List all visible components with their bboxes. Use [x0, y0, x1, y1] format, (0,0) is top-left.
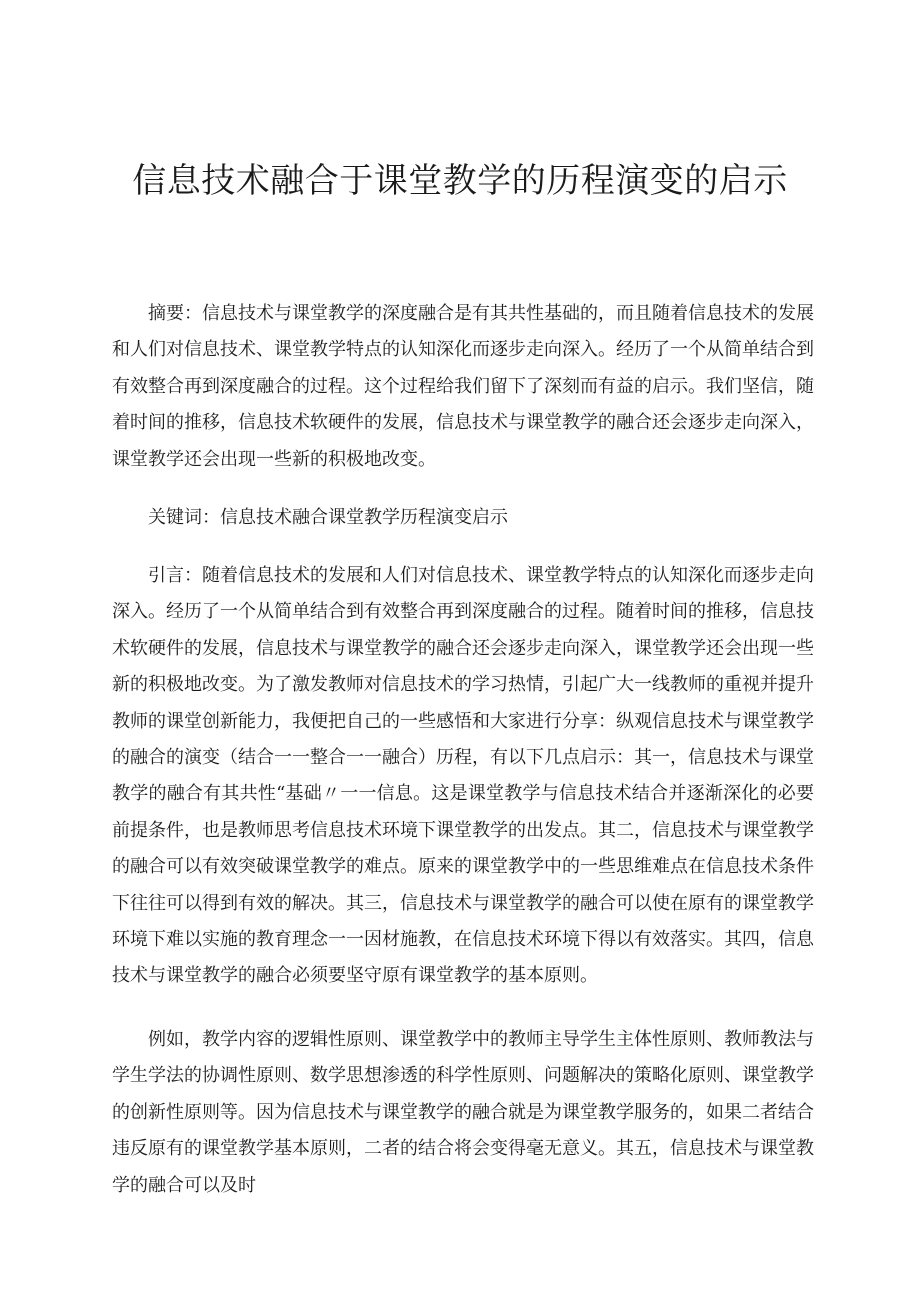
- abstract-paragraph: 摘要：信息技术与课堂教学的深度融合是有其共性基础的，而且随着信息技术的发展和人们对信息技术、课堂教学特点的认知深化而逐步走向深入。经历了一个从简单结合到有效整合再到深度融合的过程。这个过程给我们留下了深刻而有益的启示。我们坚信，随着时间的推移，信息技术软硬件的发展，信息技术与课堂教学的融合还会逐步走向深入，课堂教学还会出现一些新的积极地改变。: [112, 303, 814, 470]
- example-paragraph: 例如，教学内容的逻辑性原则、课堂教学中的教师主导学生主体性原则、教师教法与学生学法的协调性原则、数学思想渗透的科学性原则、问题解决的策略化原则、课堂教学的创新性原则等。因为信息技术与课堂教学的融合就是为课堂教学服务的，如果二者结合违反原有的课堂教学基本原则，二者的结合将会变得毫无意义。其五，信息技术与课堂教学的融合可以及时: [112, 1029, 814, 1196]
- keywords-paragraph: 关键词：信息技术融合课堂教学历程演变启示: [148, 507, 508, 528]
- document-title: 信息技术融合于课堂教学的历程演变的启示: [132, 161, 788, 201]
- introduction-paragraph: 引言：随着信息技术的发展和人们对信息技术、课堂教学特点的认知深化而逐步走向深入。经历了一个从简单结合到有效整合再到深度融合的过程。随着时间的推移，信息技术软硬件的发展，信息技术与课堂教学的融合还会逐步走向深入，课堂教学还会出现一些新的积极地改变。为了激发教师对信息技术的学习热情，引起广大一线教师的重视并提升教师的课堂创新能力，我便把自己的一些感悟和大家进行分享：纵观信息技术与课堂教学的融合的演变（结合一一整合一一融合）历程，有以下几点启示：其一，信息技术与课堂教学的融合有其共性“基础〃一一信息。这是课堂教学与信息技术结合并逐渐深化的必要前提条件，也是教师思考信息技术环境下课堂教学的出发点。其二，信息技术与课堂教学的融合可以有效突破课堂教学的难点。原来的课堂教学中的一些思维难点在信息技术条件下往往可以得到有效的解决。其三，信息技术与课堂教学的融合可以使在原有的课堂教学环境下难以实施的教育理念一一因材施教，在信息技术环境下得以有效落实。其四，信息技术与课堂教学的融合必须要坚守原有课堂教学的基本原则。: [112, 565, 814, 987]
